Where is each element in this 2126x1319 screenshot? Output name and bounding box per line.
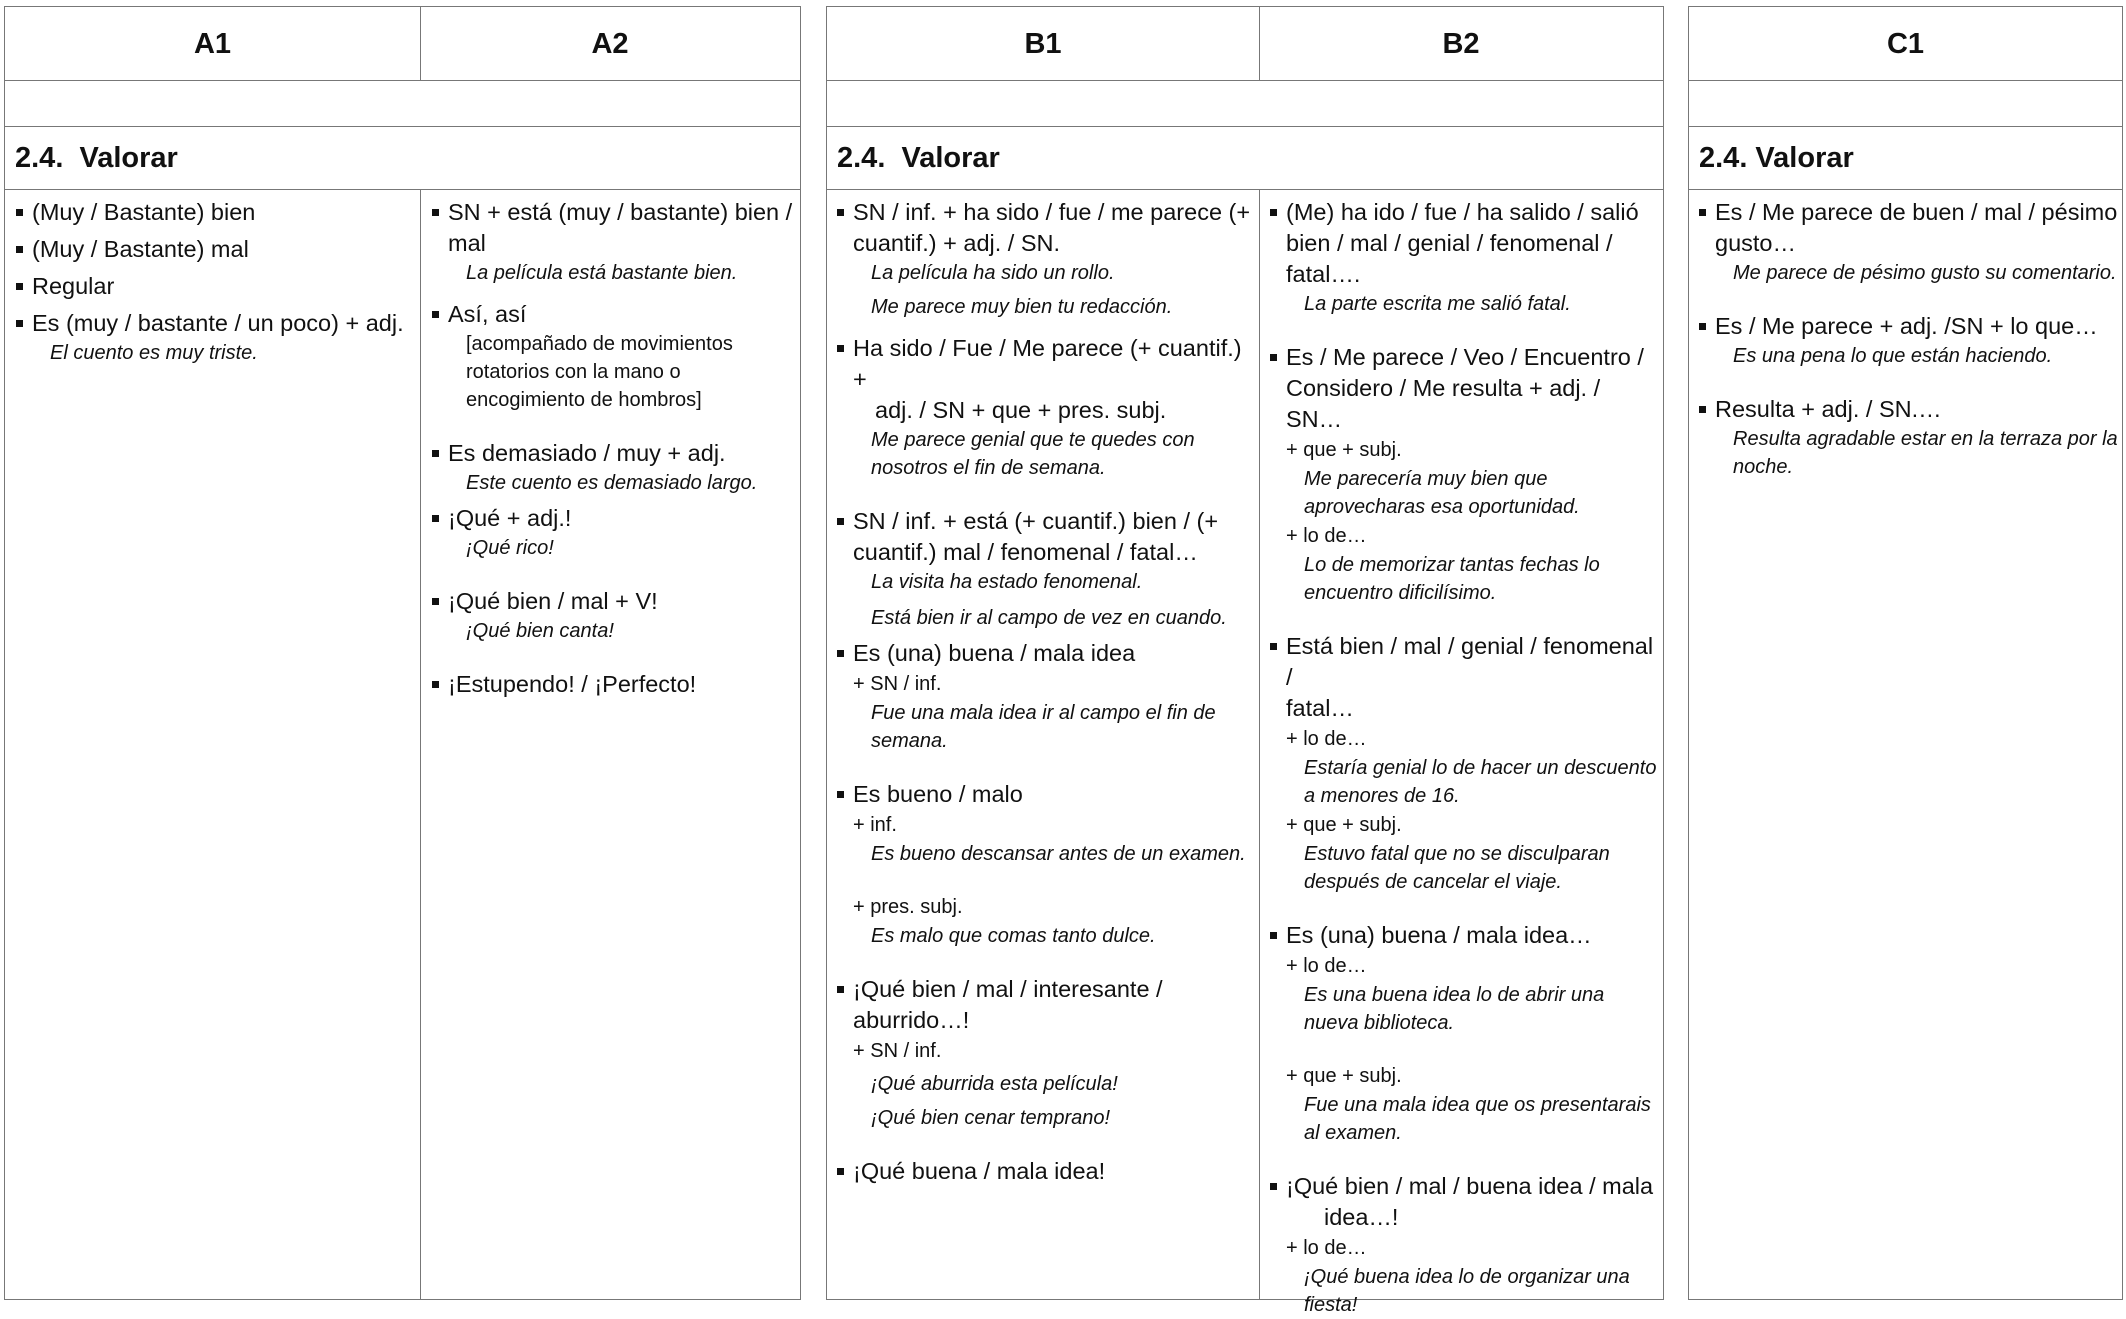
bullet-icon [1699, 406, 1706, 413]
bullet-icon [16, 209, 23, 216]
level-b2-header: B2 [1442, 28, 1480, 60]
bullet-icon [432, 209, 439, 216]
example-text: Está bien ir al campo de vez en cuando. [871, 607, 1227, 629]
example-text: Es una buena idea lo de abrir una [1304, 984, 1605, 1006]
list-item: ¡Qué bien / mal / buena idea / mala [1270, 1171, 1660, 1202]
list-item-continuation: cuantif.) mal / fenomenal / fatal… [853, 539, 1198, 565]
list-item-continuation: bien / mal / genial / fenomenal / [1286, 230, 1613, 256]
example-text: Me parecería muy bien que [1304, 468, 1548, 490]
pattern-text: + SN / inf. [853, 1040, 942, 1062]
bullet-icon [837, 986, 844, 993]
list-item-continuation: Considero / Me resulta + adj. / SN… [1286, 375, 1601, 432]
column-a1 [16, 197, 416, 367]
list-item: ¡Qué + adj.! [432, 503, 797, 534]
bullet-icon [1270, 354, 1277, 361]
list-item: Es / Me parece de buen / mal / pésimo [1699, 197, 2119, 228]
bullet-icon [837, 791, 844, 798]
list-item: Ha sido / Fue / Me parece (+ cuantif.) + [837, 333, 1255, 395]
blank-row [827, 81, 1663, 127]
example-text: El cuento es muy triste. [50, 342, 258, 364]
example-text: fiesta! [1304, 1294, 1358, 1316]
example-text: aprovecharas esa oportunidad. [1304, 496, 1580, 518]
bullet-icon [16, 246, 23, 253]
bullet-icon [1699, 323, 1706, 330]
list-item: Así, así [432, 299, 797, 330]
list-item-continuation: idea…! [1324, 1204, 1399, 1230]
pattern-text: + pres. subj. [853, 896, 963, 918]
bullet-icon [837, 345, 844, 352]
example-text: Es malo que comas tanto dulce. [871, 925, 1156, 947]
level-a2-header: A2 [591, 28, 629, 60]
example-text: ¡Qué aburrida esta película! [871, 1073, 1118, 1095]
list-item: (Me) ha ido / fue / ha salido / salió [1270, 197, 1660, 228]
list-item: ¡Qué buena / mala idea! [837, 1156, 1255, 1187]
pattern-text: + que + subj. [1286, 814, 1402, 836]
section-row [827, 127, 1663, 190]
list-item: Resulta + adj. / SN.… [1699, 394, 2119, 425]
list-item: Es / Me parece + adj. /SN + lo que… [1699, 311, 2119, 342]
level-header-row [827, 7, 1663, 81]
pattern-text: + SN / inf. [853, 673, 942, 695]
list-item-continuation: fatal… [1286, 695, 1354, 721]
list-item: Es (una) buena / mala idea… [1270, 920, 1660, 951]
example-text: Es bueno descansar antes de un examen. [871, 843, 1246, 865]
column-divider [420, 190, 421, 1299]
example-text: ¡Qué bien cenar temprano! [871, 1107, 1111, 1129]
bullet-icon [1270, 1183, 1277, 1190]
list-item: SN + está (muy / bastante) bien / [432, 197, 797, 228]
example-text: a menores de 16. [1304, 785, 1460, 807]
list-item: ¡Qué bien / mal / interesante / [837, 974, 1255, 1005]
bullet-icon [837, 518, 844, 525]
bullet-icon [16, 320, 23, 327]
level-header-row [5, 7, 800, 81]
example-text: ¡Qué buena idea lo de organizar una [1304, 1266, 1630, 1288]
example-text: Este cuento es demasiado largo. [466, 472, 758, 494]
list-item-continuation: mal [448, 230, 486, 256]
list-item: ¡Qué bien / mal + V! [432, 586, 797, 617]
bullet-icon [837, 209, 844, 216]
example-text: después de cancelar el viaje. [1304, 871, 1562, 893]
bullet-icon [1699, 209, 1706, 216]
list-item: Es / Me parece / Veo / Encuentro / [1270, 342, 1660, 373]
section-title: 2.4. Valorar [15, 142, 178, 174]
list-item: Es (muy / bastante / un poco) + adj. [16, 308, 416, 339]
pattern-text: + inf. [853, 814, 897, 836]
bullet-icon [432, 311, 439, 318]
section-title: 2.4. Valorar [837, 142, 1000, 174]
section-row [5, 127, 800, 190]
column-divider [420, 7, 421, 81]
pattern-text: + lo de… [1286, 525, 1367, 547]
example-text: semana. [871, 730, 948, 752]
column-divider [1259, 7, 1260, 81]
note-text: [acompañado de movimientos [466, 333, 733, 355]
list-item-continuation: fatal…. [1286, 261, 1361, 287]
list-item: SN / inf. + ha sido / fue / me parece (+ [837, 197, 1255, 228]
bullet-icon [432, 515, 439, 522]
example-text: ¡Qué rico! [466, 537, 554, 559]
example-text: Fue una mala idea que os presentarais [1304, 1094, 1651, 1116]
bullet-icon [16, 283, 23, 290]
column-b2 [1270, 197, 1660, 1319]
pattern-text: + que + subj. [1286, 1065, 1402, 1087]
column-a2 [432, 197, 797, 700]
example-text: La visita ha estado fenomenal. [871, 571, 1143, 593]
pattern-text: + lo de… [1286, 955, 1367, 977]
list-item: Está bien / mal / genial / fenomenal / [1270, 631, 1660, 693]
example-text: encuentro dificilísimo. [1304, 582, 1497, 604]
list-item: (Muy / Bastante) mal [16, 234, 416, 265]
list-item: ¡Estupendo! / ¡Perfecto! [432, 669, 797, 700]
bullet-icon [1270, 932, 1277, 939]
column-b1 [837, 197, 1255, 1187]
panel-a1-a2 [4, 6, 801, 1300]
example-text: Lo de memorizar tantas fechas lo [1304, 554, 1600, 576]
example-text: La parte escrita me salió fatal. [1304, 293, 1571, 315]
example-text: La película está bastante bien. [466, 262, 738, 284]
list-item: Es demasiado / muy + adj. [432, 438, 797, 469]
list-item: Es (una) buena / mala idea [837, 638, 1255, 669]
example-text: Me parece de pésimo gusto su comentario. [1733, 262, 2117, 284]
bullet-icon [1270, 643, 1277, 650]
example-text: nosotros el fin de semana. [871, 457, 1106, 479]
example-text: Me parece muy bien tu redacción. [871, 296, 1173, 318]
list-item-continuation: gusto… [1715, 230, 1796, 256]
list-item-continuation: cuantif.) + adj. / SN. [853, 230, 1061, 256]
example-text: noche. [1733, 456, 1794, 478]
bullet-icon [432, 681, 439, 688]
blank-row [5, 81, 800, 127]
level-a1-header: A1 [193, 28, 232, 60]
example-text: La película ha sido un rollo. [871, 262, 1115, 284]
bullet-icon [432, 598, 439, 605]
bullet-icon [837, 1168, 844, 1175]
example-text: Estuvo fatal que no se disculparan [1304, 843, 1610, 865]
note-text: encogimiento de hombros] [466, 389, 702, 411]
panel-c1 [1688, 6, 2123, 1300]
example-text: ¡Qué bien canta! [466, 620, 614, 642]
section-row [1689, 127, 2122, 190]
list-item-continuation: adj. / SN + que + pres. subj. [875, 397, 1167, 423]
bullet-icon [837, 650, 844, 657]
list-item: SN / inf. + está (+ cuantif.) bien / (+ [837, 506, 1255, 537]
pattern-text: + lo de… [1286, 1237, 1367, 1259]
example-text: Me parece genial que te quedes con [871, 429, 1195, 451]
note-text: rotatorios con la mano o [466, 361, 681, 383]
level-c1-header: C1 [1886, 28, 1925, 60]
level-header-row [1689, 7, 2122, 81]
list-item-continuation: aburrido…! [853, 1007, 970, 1033]
example-text: Fue una mala idea ir al campo el fin de [871, 702, 1216, 724]
bullet-icon [432, 450, 439, 457]
bullet-icon [1270, 209, 1277, 216]
column-c1 [1699, 197, 2119, 481]
example-text: Es una pena lo que están haciendo. [1733, 345, 2053, 367]
example-text: nueva biblioteca. [1304, 1012, 1455, 1034]
level-b1-header: B1 [1024, 28, 1062, 60]
pattern-text: + lo de… [1286, 728, 1367, 750]
example-text: Resulta agradable estar en la terraza por la [1733, 428, 2118, 450]
list-item: Regular [16, 271, 416, 302]
list-item: (Muy / Bastante) bien [16, 197, 416, 228]
panel-b1-b2 [826, 6, 1664, 1316]
pattern-text: + que + subj. [1286, 439, 1402, 461]
section-title: 2.4. Valorar [1699, 142, 1854, 174]
example-text: al examen. [1304, 1122, 1402, 1144]
blank-row [1689, 81, 2122, 127]
example-text: Estaría genial lo de hacer un descuento [1304, 757, 1657, 779]
column-divider [1259, 190, 1260, 1299]
list-item: Es bueno / malo [837, 779, 1255, 810]
